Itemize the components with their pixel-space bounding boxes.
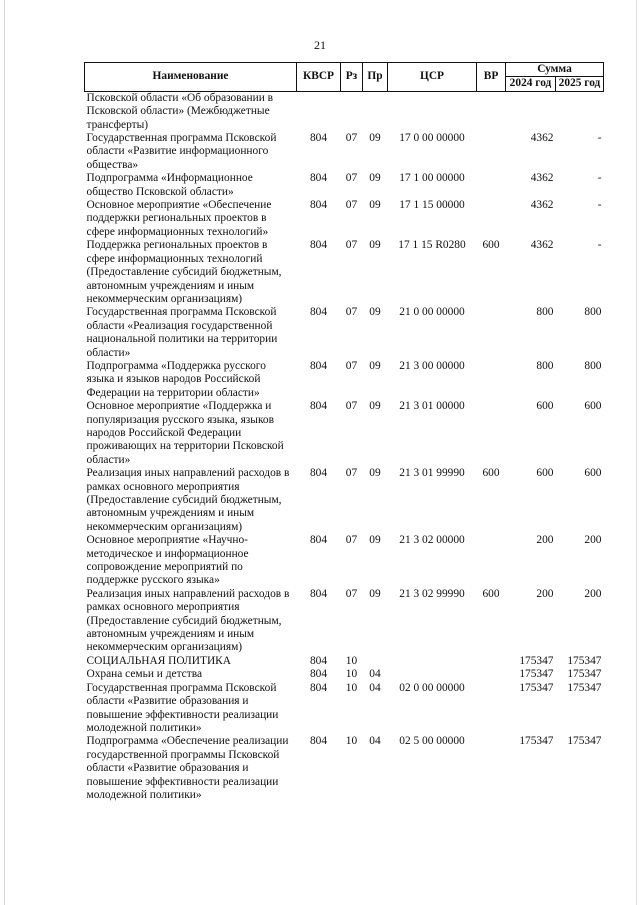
header-year-2025: 2025 год — [556, 77, 604, 91]
header-pr: Пр — [363, 63, 388, 92]
table-row — [85, 668, 604, 681]
cell-sum-2025: 800 — [584, 359, 602, 372]
cell-vr: 600 — [482, 587, 500, 600]
cell-sum-2025: 175347 — [567, 681, 602, 694]
cell-name: Подпрограмма «Поддержка русского языка и языков народов Российской Федерации на территории области» — [86, 359, 266, 399]
cell-sum-2025: 175347 — [567, 668, 602, 681]
page-number: 21 — [314, 38, 326, 52]
cell-sum-2025: - — [597, 172, 602, 185]
table-row — [85, 534, 604, 588]
cell-sum-2025: 175347 — [567, 654, 602, 667]
cell-kvsr: 804 — [309, 172, 328, 185]
cell-rz: 10 — [345, 668, 358, 681]
cell-pr: 04 — [369, 735, 381, 748]
cell-sum-2025: 175347 — [567, 735, 602, 748]
cell-name: Основное мероприятие «Поддержка и популяризация русского языка, языков народов Российской Федерации проживающих на территории Псковской области» — [86, 400, 284, 466]
cell-csr: 17 1 15 00000 — [399, 199, 465, 212]
header-csr: ЦСР — [388, 63, 477, 92]
cell-pr: 09 — [369, 239, 381, 252]
cell-name: Основное мероприятие «Обеспечение поддержки региональных проектов в сфере информационных технологий» — [86, 199, 272, 238]
cell-pr: 09 — [369, 306, 381, 319]
cell-name: Псковской области «Об образовании в Псковской области» (Межбюджетные трансферты) — [86, 91, 274, 131]
cell-rz: 10 — [345, 681, 358, 694]
header-vr: ВР — [477, 63, 506, 92]
cell-kvsr: 804 — [309, 239, 328, 252]
cell-pr: 09 — [369, 199, 381, 212]
cell-name: Основное мероприятие «Научно-методическое и информационное сопровождение мероприятий по поддержке русского языка» — [86, 534, 249, 587]
cell-name: СОЦИАЛЬНАЯ ПОЛИТИКА — [86, 654, 232, 667]
cell-pr: 09 — [369, 359, 381, 372]
cell-kvsr: 804 — [309, 132, 328, 145]
table-header — [85, 63, 604, 92]
cell-sum-2024: 175347 — [519, 668, 554, 681]
cell-vr — [477, 360, 506, 400]
cell-vr — [477, 735, 506, 802]
cell-sum-2024: 4362 — [530, 172, 554, 185]
cell-csr: 17 0 00 00000 — [399, 132, 465, 145]
scan-edge-left — [4, 0, 5, 905]
cell-csr: 21 3 02 00000 — [399, 534, 465, 547]
cell-vr: 600 — [482, 467, 500, 480]
cell-kvsr — [297, 91, 341, 132]
table-row — [85, 655, 604, 668]
cell-rz: 10 — [345, 735, 358, 748]
cell-vr — [477, 534, 506, 588]
cell-csr: 21 3 01 00000 — [399, 400, 465, 413]
cell-sum-2025: 600 — [584, 467, 602, 480]
cell-rz: 07 — [345, 239, 358, 252]
cell-rz: 07 — [345, 359, 358, 372]
cell-sum-2025: 600 — [584, 400, 602, 413]
cell-sum-2025: 200 — [584, 587, 602, 600]
cell-name: Поддержка региональных проектов в сфере информационных технологий (Предоставление субсидий бюджетным, автономным учреждениям и иным некоммерческим организациям) — [86, 239, 282, 305]
cell-csr: 21 3 01 99990 — [399, 467, 465, 480]
table-row — [85, 735, 604, 802]
cell-sum-2024: 175347 — [519, 735, 554, 748]
cell-rz: 07 — [345, 306, 358, 319]
cell-pr: 09 — [369, 467, 381, 480]
cell-pr: 09 — [369, 172, 381, 185]
cell-sum-2024: 600 — [536, 467, 554, 480]
table-row — [85, 199, 604, 239]
cell-sum-2024 — [506, 91, 556, 132]
cell-name: Государственная программа Псковской области «Развитие информационного общества» — [86, 132, 277, 171]
cell-sum-2024: 175347 — [519, 654, 554, 667]
cell-kvsr: 804 — [309, 467, 328, 480]
cell-sum-2025: - — [597, 239, 602, 252]
header-sum: Сумма — [506, 63, 604, 77]
cell-pr: 09 — [369, 587, 381, 600]
table-row — [85, 306, 604, 360]
cell-kvsr: 804 — [309, 735, 328, 748]
cell-sum-2024: 200 — [536, 534, 554, 547]
cell-vr: 600 — [482, 239, 500, 252]
cell-rz: 07 — [345, 400, 358, 413]
cell-name: Подпрограмма «Обеспечение реализации государственной программы Псковской области «Развитие образования и повышение эффективности реализации молодежной политики» — [86, 735, 289, 801]
cell-pr — [363, 655, 388, 668]
cell-kvsr: 804 — [309, 681, 328, 694]
cell-vr — [477, 306, 506, 360]
cell-rz: 07 — [345, 199, 358, 212]
cell-sum-2024: 600 — [536, 400, 554, 413]
cell-name: Подпрограмма «Информационное общество Псковской области» — [86, 172, 253, 198]
cell-name: Реализация иных направлений расходов в рамках основного мероприятия (Предоставление субсидий бюджетным, автономным учреждениям и иным некоммерческим организациям) — [86, 587, 290, 654]
cell-rz: 10 — [345, 654, 358, 667]
cell-sum-2025: - — [597, 132, 602, 145]
cell-vr — [477, 400, 506, 467]
cell-pr — [363, 91, 388, 132]
cell-csr — [388, 655, 477, 668]
cell-sum-2024: 4362 — [530, 132, 554, 145]
cell-name: Реализация иных направлений расходов в рамках основного мероприятия (Предоставление субсидий бюджетным, автономным учреждениям и иным некоммерческим организациям) — [86, 467, 290, 533]
cell-csr — [388, 91, 477, 132]
cell-vr — [477, 655, 506, 668]
cell-kvsr: 804 — [309, 306, 328, 319]
cell-pr: 09 — [369, 400, 381, 413]
cell-csr: 02 5 00 00000 — [399, 735, 465, 748]
table-row — [85, 239, 604, 306]
cell-vr — [477, 668, 506, 681]
table-row — [85, 172, 604, 199]
cell-sum-2025: 200 — [584, 534, 602, 547]
cell-sum-2025 — [556, 91, 604, 132]
cell-rz: 07 — [345, 587, 358, 600]
cell-vr — [477, 172, 506, 199]
table-row — [85, 467, 604, 534]
cell-sum-2024: 4362 — [530, 239, 554, 252]
cell-pr: 09 — [369, 534, 381, 547]
header-year-2024: 2024 год — [506, 77, 556, 91]
header-rz: Рз — [341, 63, 363, 92]
cell-csr: 21 0 00 00000 — [399, 306, 465, 319]
cell-kvsr: 804 — [309, 654, 328, 667]
budget-table — [84, 62, 604, 802]
header-name: Наименование — [85, 63, 297, 92]
cell-rz: 07 — [345, 132, 358, 145]
table-row — [85, 682, 604, 736]
scan-edge-right — [636, 0, 637, 905]
cell-csr: 21 3 02 99990 — [399, 587, 465, 600]
cell-rz: 07 — [345, 534, 358, 547]
header-kvsr: КВСР — [297, 63, 341, 92]
cell-kvsr: 804 — [309, 199, 328, 212]
cell-csr: 17 1 15 R0280 — [398, 239, 466, 252]
table-row — [85, 91, 604, 132]
cell-vr — [477, 91, 506, 132]
table-row — [85, 400, 604, 467]
cell-kvsr: 804 — [309, 668, 328, 681]
cell-sum-2024: 175347 — [519, 681, 554, 694]
cell-vr — [477, 199, 506, 239]
table-row — [85, 588, 604, 655]
cell-name: Государственная программа Псковской области «Реализация государственной национальной политики на территории области» — [86, 306, 278, 359]
cell-sum-2025: 800 — [584, 306, 602, 319]
cell-rz — [341, 91, 363, 132]
cell-rz: 07 — [345, 172, 358, 185]
cell-csr: 02 0 00 00000 — [399, 681, 465, 694]
cell-pr: 09 — [369, 132, 381, 145]
cell-name: Охрана семьи и детства — [86, 668, 202, 681]
cell-kvsr: 804 — [309, 587, 328, 600]
cell-sum-2024: 200 — [536, 587, 554, 600]
cell-name: Государственная программа Псковской области «Развитие образования и повышение эффективности реализации молодежной политики» — [86, 681, 279, 734]
cell-rz: 07 — [345, 467, 358, 480]
cell-pr: 04 — [369, 668, 381, 681]
cell-kvsr: 804 — [309, 359, 328, 372]
cell-vr — [477, 132, 506, 172]
table-body — [85, 91, 604, 802]
cell-csr: 17 1 00 00000 — [399, 172, 465, 185]
cell-sum-2025: - — [597, 199, 602, 212]
cell-pr: 04 — [369, 681, 381, 694]
cell-kvsr: 804 — [309, 534, 328, 547]
table-row — [85, 360, 604, 400]
cell-vr — [477, 682, 506, 736]
cell-kvsr: 804 — [309, 400, 328, 413]
cell-csr — [388, 668, 477, 681]
cell-sum-2024: 800 — [536, 306, 554, 319]
cell-sum-2024: 800 — [536, 359, 554, 372]
table-row — [85, 132, 604, 172]
cell-sum-2024: 4362 — [530, 199, 554, 212]
cell-csr: 21 3 00 00000 — [399, 359, 465, 372]
